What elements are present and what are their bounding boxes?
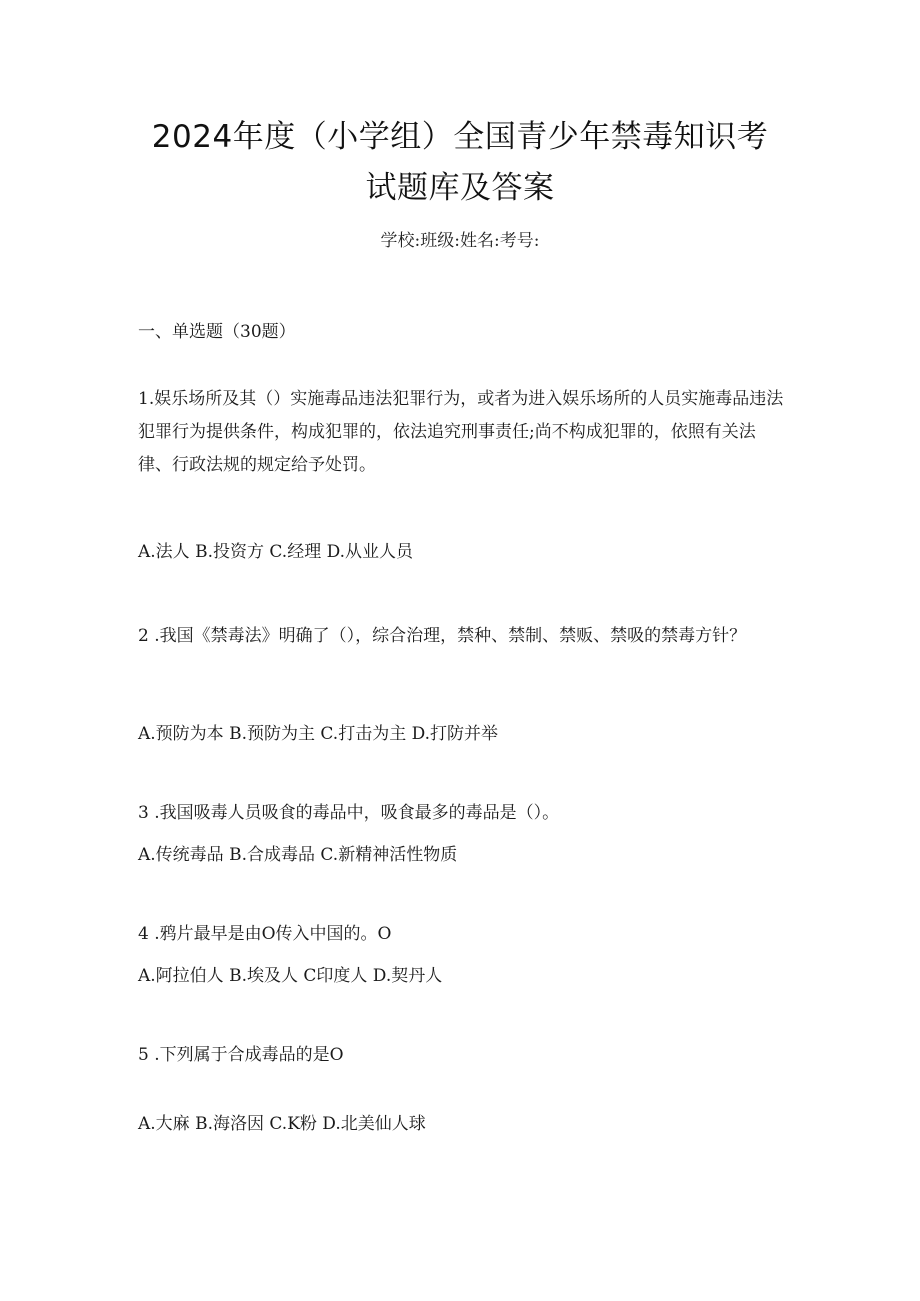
question-5-text: 5 .下列属于合成毒品的是O [138,1045,344,1065]
question-3-text: 3 .我国吸毒人员吸食的毒品中，吸食最多的毒品是（）。 [138,803,560,823]
title-line-1: 2024年度（小学组）全国青少年禁毒知识考 [151,119,769,155]
question-2-options: A.预防为本 B.预防为主 C.打击为主 D.打防并举 [138,724,499,744]
question-3-options: A.传统毒品 B.合成毒品 C.新精神活性物质 [138,845,458,865]
title-line-2: 试题库及答案 [365,170,555,206]
section-heading: 一、单选题（30题） [138,322,296,342]
question-5-options: A.大麻 B.海洛因 C.K粉 D.北美仙人球 [138,1114,426,1134]
question-1-options: A.法人 B.投资方 C.经理 D.从业人员 [138,542,414,562]
student-info-line: 学校:班级:姓名:考号: [380,231,540,251]
question-1-text: 1.娱乐场所及其（）实施毒品违法犯罪行为，或者为进入娱乐场所的人员实施毒品违法犯罪行为提供条件，构成犯罪的，依法追究刑事责任;尚不构成犯罪的，依照有关法律、行政法规的规定给予处罚。 [138,389,784,475]
question-4-text: 4 .鸦片最早是由O传入中国的。O [138,924,392,944]
question-4-options: A.阿拉伯人 B.埃及人 C印度人 D.契丹人 [138,966,443,986]
document-title [0,112,920,214]
question-2-text: 2 .我国《禁毒法》明确了（），综合治理，禁种、禁制、禁贩、禁吸的禁毒方针？ [138,626,747,646]
